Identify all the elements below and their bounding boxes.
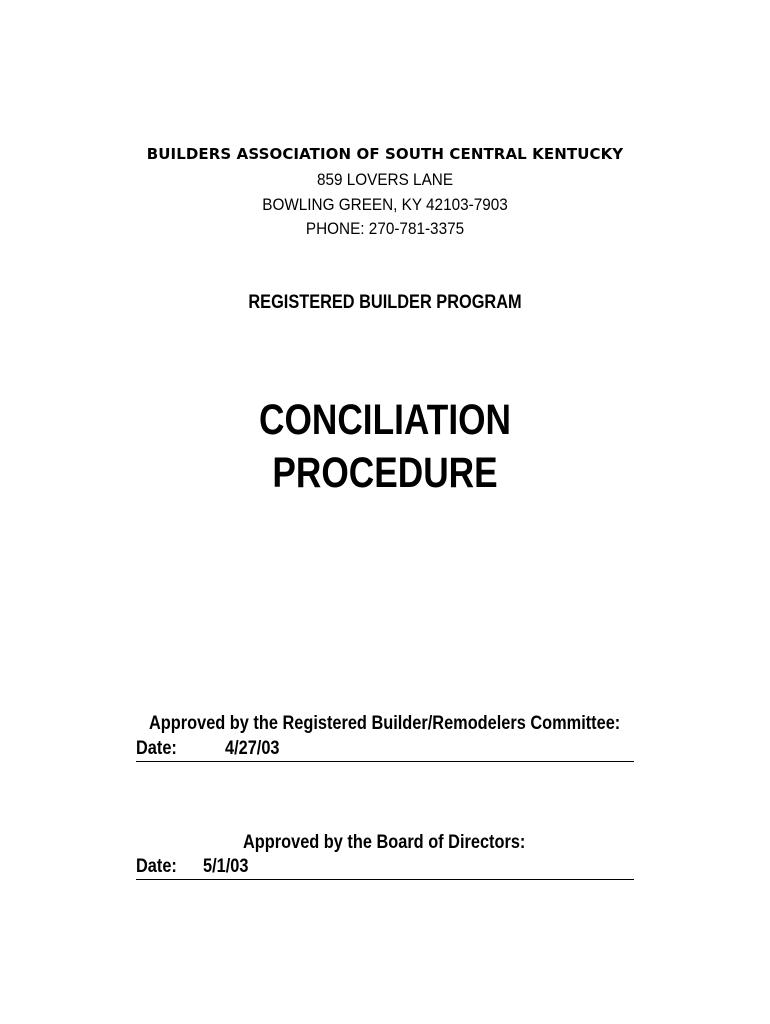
- committee-date-value: 4/27/03: [225, 738, 280, 759]
- address-street: 859 LOVERS LANE: [316, 170, 454, 189]
- phone-number: PHONE: 270-781-3375: [305, 219, 465, 238]
- committee-approval-date-line: [136, 737, 634, 762]
- organization-name: BUILDERS ASSOCIATION OF SOUTH CENTRAL KENTUCKY: [146, 145, 624, 163]
- document-title-line1: CONCILIATION: [258, 396, 512, 444]
- program-name: REGISTERED BUILDER PROGRAM: [248, 292, 522, 313]
- committee-approval-statement: Approved by the Registered Builder/Remodelers Committee:: [149, 713, 621, 734]
- committee-date-label: Date:: [136, 738, 177, 759]
- document-title-line2: PROCEDURE: [272, 449, 498, 497]
- address-city-state-zip: BOWLING GREEN, KY 42103-7903: [262, 195, 508, 214]
- board-approval-date-line: [136, 855, 634, 880]
- board-approval-statement: Approved by the Board of Directors:: [243, 832, 526, 853]
- board-date-label: Date:: [136, 856, 177, 877]
- board-date-value: 5/1/03: [203, 856, 249, 877]
